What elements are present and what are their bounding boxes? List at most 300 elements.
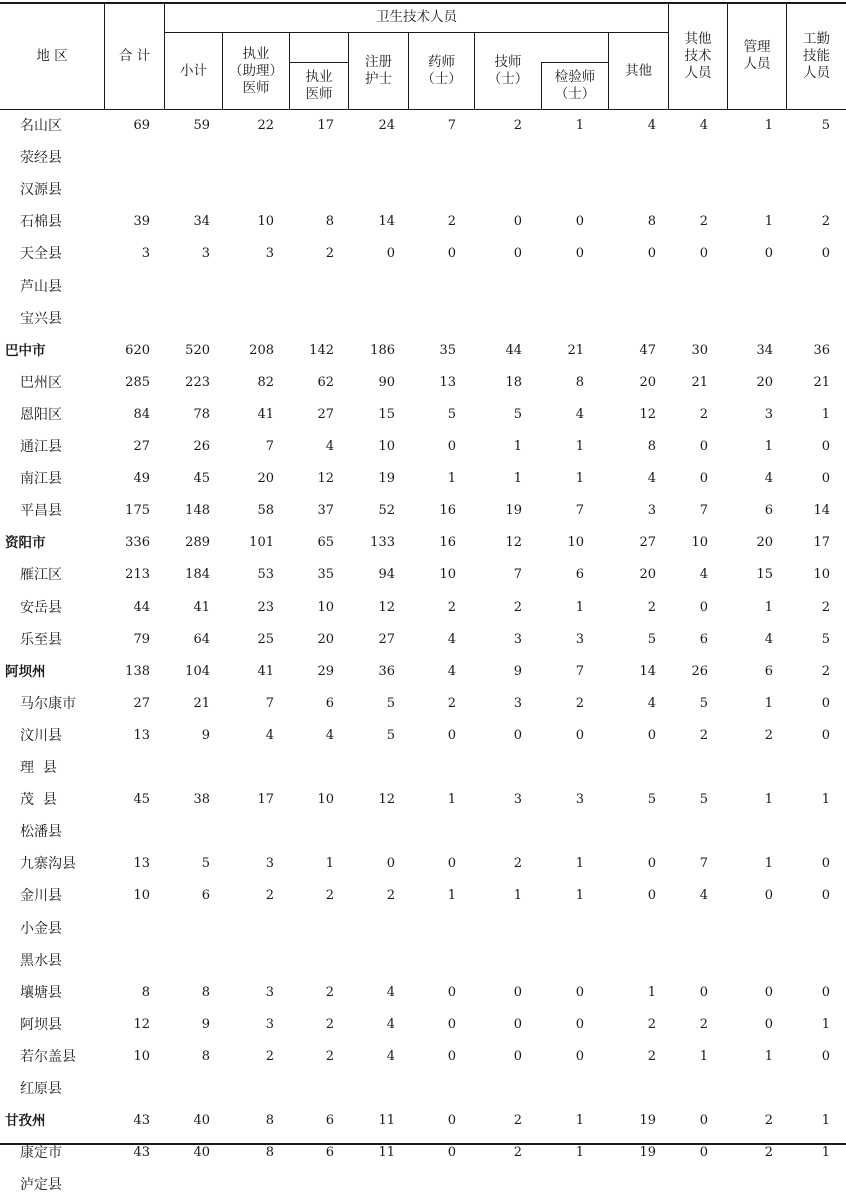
- table-cell: 36: [378, 663, 395, 679]
- table-cell: 2: [699, 727, 708, 743]
- region-name-county: 茂 县: [20, 792, 57, 809]
- table-cell: 10: [133, 888, 150, 904]
- table-cell: 6: [325, 1145, 334, 1161]
- table-cell: 2: [699, 406, 708, 422]
- table-cell: 336: [125, 535, 150, 551]
- region-name-county: 泸定县: [20, 1177, 62, 1194]
- table-cell: 148: [185, 503, 210, 519]
- table-cell: 2: [325, 984, 334, 1000]
- table-cell: 289: [185, 535, 210, 551]
- header-other: 其他: [625, 62, 652, 79]
- table-cell: 0: [699, 984, 708, 1000]
- table-cell: 0: [699, 1145, 708, 1161]
- table-cell: 6: [764, 503, 773, 519]
- table-cell: 2: [764, 727, 773, 743]
- table-cell: 142: [309, 342, 334, 358]
- region-name-county: 金川县: [20, 888, 62, 905]
- table-cell: 27: [639, 535, 656, 551]
- table-cell: 5: [386, 727, 395, 743]
- table-cell: 26: [691, 663, 708, 679]
- table-row: [0, 174, 846, 206]
- table-cell: 5: [447, 406, 456, 422]
- table-cell: 78: [193, 406, 210, 422]
- table-cell: 0: [821, 246, 830, 262]
- table-cell: 64: [193, 631, 210, 647]
- table-cell: 620: [125, 342, 150, 358]
- region-name-county: 小金县: [20, 920, 62, 937]
- table-cell: 13: [439, 374, 456, 390]
- table-cell: 4: [647, 118, 656, 133]
- table-cell: 10: [317, 792, 334, 808]
- table-cell: 175: [125, 503, 150, 519]
- table-cell: 15: [378, 406, 395, 422]
- table-cell: 1: [447, 471, 456, 487]
- table-row: [0, 913, 846, 945]
- table-row: [0, 527, 846, 559]
- header-region: 地 区: [36, 47, 68, 64]
- table-cell: 0: [575, 1048, 584, 1064]
- region-name-county: 若尔盖县: [20, 1048, 76, 1065]
- table-row: [0, 1105, 846, 1137]
- table-cell: 90: [378, 374, 395, 390]
- table-cell: 0: [575, 214, 584, 230]
- header-lab-technician: 检验师 （士）: [554, 69, 596, 102]
- table-cell: 10: [813, 567, 830, 583]
- table-cell: 1: [647, 984, 656, 1000]
- table-cell: 0: [447, 1048, 456, 1064]
- table-cell: 14: [813, 503, 830, 519]
- table-cell: 1: [764, 214, 773, 230]
- table-row: [0, 335, 846, 367]
- table-cell: 2: [513, 118, 522, 133]
- table-cell: 43: [133, 1113, 150, 1129]
- table-row: [0, 848, 846, 880]
- table-cell: 7: [575, 503, 584, 519]
- table-cell: 4: [386, 1016, 395, 1032]
- table-cell: 0: [513, 1016, 522, 1032]
- table-cell: 21: [193, 695, 210, 711]
- table-cell: 6: [575, 567, 584, 583]
- table-cell: 1: [575, 599, 584, 615]
- table-cell: 0: [447, 1016, 456, 1032]
- table-cell: 0: [575, 984, 584, 1000]
- table-row: [0, 1137, 846, 1169]
- table-cell: 0: [647, 888, 656, 904]
- table-cell: 17: [813, 535, 830, 551]
- region-name-county: 平昌县: [20, 503, 62, 520]
- table-row: [0, 399, 846, 431]
- table-cell: 5: [386, 695, 395, 711]
- region-name-county: 雁江区: [20, 567, 62, 584]
- table-cell: 79: [133, 631, 150, 647]
- table-cell: 13: [133, 727, 150, 743]
- table-row: [0, 1169, 846, 1201]
- table-cell: 62: [317, 374, 334, 390]
- table-cell: 0: [513, 727, 522, 743]
- table-cell: 2: [575, 695, 584, 711]
- table-cell: 16: [439, 503, 456, 519]
- table-cell: 4: [647, 471, 656, 487]
- table-cell: 2: [447, 695, 456, 711]
- table-cell: 0: [699, 246, 708, 262]
- table-cell: 29: [317, 663, 334, 679]
- table-cell: 20: [257, 471, 274, 487]
- table-cell: 2: [821, 214, 830, 230]
- table-cell: 2: [325, 1048, 334, 1064]
- table-cell: 12: [317, 471, 334, 487]
- header-registered-nurse: 注册 护士: [365, 54, 392, 87]
- table-cell: 1: [764, 1048, 773, 1064]
- region-name-county: 松潘县: [20, 824, 62, 841]
- table-cell: 3: [265, 246, 274, 262]
- table-cell: 49: [133, 471, 150, 487]
- table-cell: 2: [699, 1016, 708, 1032]
- table-cell: 84: [133, 406, 150, 422]
- table-cell: 4: [447, 663, 456, 679]
- header-skilled-workers: 工勤 技能 人员: [803, 30, 830, 81]
- table-cell: 0: [386, 246, 395, 262]
- table-cell: 0: [821, 727, 830, 743]
- region-name-county: 理 县: [20, 760, 57, 776]
- table-cell: 24: [378, 118, 395, 133]
- table-row: [0, 752, 846, 784]
- table-cell: 12: [378, 792, 395, 808]
- table-cell: 0: [647, 727, 656, 743]
- table-cell: 21: [691, 374, 708, 390]
- region-name-county: 壤塘县: [20, 984, 62, 1001]
- table-cell: 35: [317, 567, 334, 583]
- table-cell: 0: [447, 856, 456, 872]
- table-row: [0, 142, 846, 174]
- table-cell: 5: [201, 856, 210, 872]
- table-cell: 4: [265, 727, 274, 743]
- table-cell: 59: [193, 118, 210, 133]
- table-cell: 21: [813, 374, 830, 390]
- region-name-county: 马尔康市: [20, 695, 76, 712]
- table-cell: 208: [249, 342, 274, 358]
- table-cell: 4: [386, 984, 395, 1000]
- table-row: [0, 303, 846, 335]
- table-cell: 2: [513, 1113, 522, 1129]
- table-cell: 9: [201, 727, 210, 743]
- region-name-county: 宝兴县: [20, 310, 62, 327]
- table-cell: 1: [764, 439, 773, 454]
- table-cell: 4: [447, 631, 456, 647]
- table-cell: 8: [265, 1113, 274, 1129]
- table-cell: 19: [378, 471, 395, 487]
- table-cell: 12: [639, 406, 656, 422]
- region-name-county: 阿坝县: [20, 1016, 62, 1033]
- table-cell: 35: [439, 342, 456, 358]
- table-row: [0, 206, 846, 238]
- table-cell: 19: [505, 503, 522, 519]
- table-cell: 34: [193, 214, 210, 230]
- table-cell: 7: [699, 503, 708, 519]
- table-cell: 0: [699, 471, 708, 487]
- table-row: [0, 977, 846, 1009]
- table-cell: 2: [386, 888, 395, 904]
- table-cell: 45: [193, 471, 210, 487]
- table-cell: 0: [764, 984, 773, 1000]
- table-cell: 0: [513, 1048, 522, 1064]
- table-cell: 40: [193, 1145, 210, 1161]
- table-cell: 7: [575, 663, 584, 679]
- table-cell: 0: [764, 888, 773, 904]
- table-cell: 1: [764, 792, 773, 808]
- table-cell: 3: [141, 246, 150, 262]
- table-row: [0, 495, 846, 527]
- region-name-county: 荥经县: [20, 150, 62, 167]
- region-name-county: 通江县: [20, 439, 62, 455]
- table-cell: 8: [647, 214, 656, 230]
- table-cell: 0: [447, 1113, 456, 1129]
- table-cell: 20: [756, 535, 773, 551]
- table-cell: 27: [133, 439, 150, 454]
- table-cell: 0: [447, 1145, 456, 1161]
- table-cell: 1: [325, 856, 334, 872]
- header-total: 合 计: [118, 47, 151, 64]
- region-name-county: 黑水县: [20, 952, 62, 969]
- table-cell: 34: [756, 342, 773, 358]
- region-name-county: 名山区: [20, 118, 62, 134]
- table-cell: 2: [325, 246, 334, 262]
- region-name-county: 安岳县: [20, 599, 62, 616]
- table-cell: 10: [257, 214, 274, 230]
- table-cell: 8: [201, 1048, 210, 1064]
- table-cell: 26: [193, 439, 210, 454]
- table-cell: 9: [513, 663, 522, 679]
- table-row: [0, 720, 846, 752]
- region-name-county: 汶川县: [20, 727, 62, 744]
- table-cell: 2: [699, 214, 708, 230]
- table-cell: 4: [575, 406, 584, 422]
- table-cell: 12: [505, 535, 522, 551]
- table-cell: 0: [699, 1113, 708, 1129]
- table-cell: 138: [125, 663, 150, 679]
- region-name-city: 阿坝州: [5, 663, 46, 680]
- header-health-tech: 卫生技术人员: [376, 9, 457, 25]
- table-cell: 5: [699, 792, 708, 808]
- table-cell: 20: [756, 374, 773, 390]
- table-cell: 3: [647, 503, 656, 519]
- region-name-county: 康定市: [20, 1145, 62, 1162]
- header-licensed-doctor: 执业 医师: [305, 69, 333, 102]
- table-cell: 40: [193, 1113, 210, 1129]
- table-cell: 285: [125, 374, 150, 390]
- table-cell: 0: [821, 439, 830, 454]
- table-cell: 2: [447, 214, 456, 230]
- table-cell: 1: [575, 1145, 584, 1161]
- table-cell: 1: [575, 856, 584, 872]
- table-row: [0, 431, 846, 463]
- region-name-county: 石棉县: [20, 214, 62, 231]
- table-row: [0, 688, 846, 720]
- table-cell: 5: [647, 792, 656, 808]
- table-cell: 27: [317, 406, 334, 422]
- table-cell: 0: [447, 984, 456, 1000]
- table-cell: 14: [639, 663, 656, 679]
- table-cell: 1: [575, 439, 584, 454]
- table-cell: 41: [257, 663, 274, 679]
- table-cell: 7: [447, 118, 456, 133]
- region-name-county: 巴州区: [20, 374, 62, 391]
- table-cell: 25: [257, 631, 274, 647]
- table-cell: 5: [647, 631, 656, 647]
- table-cell: 1: [764, 599, 773, 615]
- table-cell: 184: [185, 567, 210, 583]
- table-cell: 2: [764, 1145, 773, 1161]
- region-name-county: 红原县: [20, 1081, 62, 1097]
- table-row: [0, 945, 846, 977]
- region-name-county: 南江县: [20, 471, 62, 488]
- table-cell: 19: [639, 1145, 656, 1161]
- table-cell: 4: [764, 631, 773, 647]
- table-cell: 2: [647, 1016, 656, 1032]
- table-cell: 8: [325, 214, 334, 230]
- table-cell: 2: [647, 599, 656, 615]
- table-cell: 1: [764, 118, 773, 133]
- table-cell: 43: [133, 1145, 150, 1161]
- table-row: [0, 1009, 846, 1041]
- table-cell: 9: [201, 1016, 210, 1032]
- table-cell: 3: [265, 984, 274, 1000]
- table-cell: 37: [317, 503, 334, 519]
- header-other-tech: 其他 技术 人员: [684, 30, 712, 81]
- table-cell: 0: [821, 888, 830, 904]
- table-cell: 2: [513, 599, 522, 615]
- table-cell: 10: [691, 535, 708, 551]
- table-cell: 12: [378, 599, 395, 615]
- header-pharmacist: 药师 （士）: [421, 54, 462, 87]
- table-row: [0, 367, 846, 399]
- table-cell: 6: [699, 631, 708, 647]
- table-cell: 1: [764, 856, 773, 872]
- table-cell: 0: [647, 246, 656, 262]
- table-cell: 94: [378, 567, 395, 583]
- table-row: [0, 1041, 846, 1073]
- table-cell: 11: [378, 1113, 395, 1129]
- table-cell: 0: [821, 471, 830, 487]
- header-licensed-assistant: 执业 （助理） 医师: [229, 45, 283, 96]
- table-cell: 4: [699, 118, 708, 133]
- region-name-city: 资阳市: [5, 535, 46, 552]
- table-cell: 7: [265, 439, 274, 454]
- table-cell: 47: [639, 342, 656, 358]
- table-cell: 520: [185, 342, 210, 358]
- table-cell: 45: [133, 792, 150, 808]
- table-cell: 1: [513, 471, 522, 487]
- table-cell: 69: [133, 118, 150, 133]
- table-cell: 1: [575, 1113, 584, 1129]
- table-cell: 4: [325, 439, 334, 454]
- table-cell: 4: [325, 727, 334, 743]
- table-cell: 1: [513, 888, 522, 904]
- table-cell: 1: [821, 792, 830, 808]
- table-cell: 0: [513, 214, 522, 230]
- table-cell: 2: [325, 888, 334, 904]
- table-cell: 6: [201, 888, 210, 904]
- table-cell: 6: [325, 695, 334, 711]
- table-cell: 22: [257, 118, 274, 133]
- region-name-county: 汉源县: [20, 182, 62, 199]
- table-cell: 5: [821, 631, 830, 647]
- table-cell: 23: [257, 599, 274, 615]
- table-cell: 0: [764, 1016, 773, 1032]
- table-cell: 58: [257, 503, 274, 519]
- table-cell: 2: [265, 1048, 274, 1064]
- table-cell: 0: [821, 856, 830, 872]
- table-cell: 133: [370, 535, 395, 551]
- table-cell: 8: [647, 439, 656, 454]
- table-cell: 5: [821, 118, 830, 133]
- table-cell: 30: [691, 342, 708, 358]
- header-subtotal: 小计: [180, 62, 207, 79]
- table-cell: 20: [317, 631, 334, 647]
- table-cell: 0: [575, 246, 584, 262]
- table-cell: 1: [821, 406, 830, 422]
- table-cell: 3: [265, 856, 274, 872]
- table-row: [0, 559, 846, 591]
- table-cell: 1: [447, 792, 456, 808]
- table-cell: 104: [185, 663, 210, 679]
- table-cell: 2: [513, 856, 522, 872]
- table-cell: 14: [378, 214, 395, 230]
- table-cell: 20: [639, 374, 656, 390]
- table-cell: 0: [575, 1016, 584, 1032]
- table-cell: 2: [265, 888, 274, 904]
- table-cell: 0: [447, 439, 456, 454]
- table-row: [0, 784, 846, 816]
- table-cell: 7: [699, 856, 708, 872]
- table-cell: 0: [647, 856, 656, 872]
- table-cell: 8: [575, 374, 584, 390]
- table-cell: 1: [447, 888, 456, 904]
- table-cell: 2: [821, 599, 830, 615]
- table-row: [0, 656, 846, 688]
- table-cell: 52: [378, 503, 395, 519]
- table-row: [0, 271, 846, 303]
- table-cell: 4: [386, 1048, 395, 1064]
- table-cell: 0: [386, 856, 395, 872]
- table-row: [0, 463, 846, 495]
- table-row: [0, 238, 846, 270]
- table-cell: 82: [257, 374, 274, 390]
- table-cell: 1: [575, 471, 584, 487]
- table-row: [0, 624, 846, 656]
- table-cell: 3: [575, 792, 584, 808]
- table-cell: 2: [821, 663, 830, 679]
- table-cell: 0: [821, 695, 830, 711]
- region-name-county: 芦山县: [20, 278, 62, 295]
- table-cell: 1: [575, 118, 584, 133]
- header-management: 管理 人员: [743, 39, 771, 72]
- table-cell: 1: [699, 1048, 708, 1064]
- table-cell: 27: [378, 631, 395, 647]
- table-cell: 0: [513, 246, 522, 262]
- table-cell: 3: [764, 406, 773, 422]
- table-cell: 6: [764, 663, 773, 679]
- table-cell: 1: [821, 1016, 830, 1032]
- table-cell: 3: [513, 695, 522, 711]
- table-cell: 8: [265, 1145, 274, 1161]
- table-cell: 17: [257, 792, 274, 808]
- table-cell: 3: [513, 631, 522, 647]
- table-cell: 0: [513, 984, 522, 1000]
- table-cell: 10: [133, 1048, 150, 1064]
- table-cell: 2: [325, 1016, 334, 1032]
- table-cell: 1: [821, 1113, 830, 1129]
- table-cell: 3: [201, 246, 210, 262]
